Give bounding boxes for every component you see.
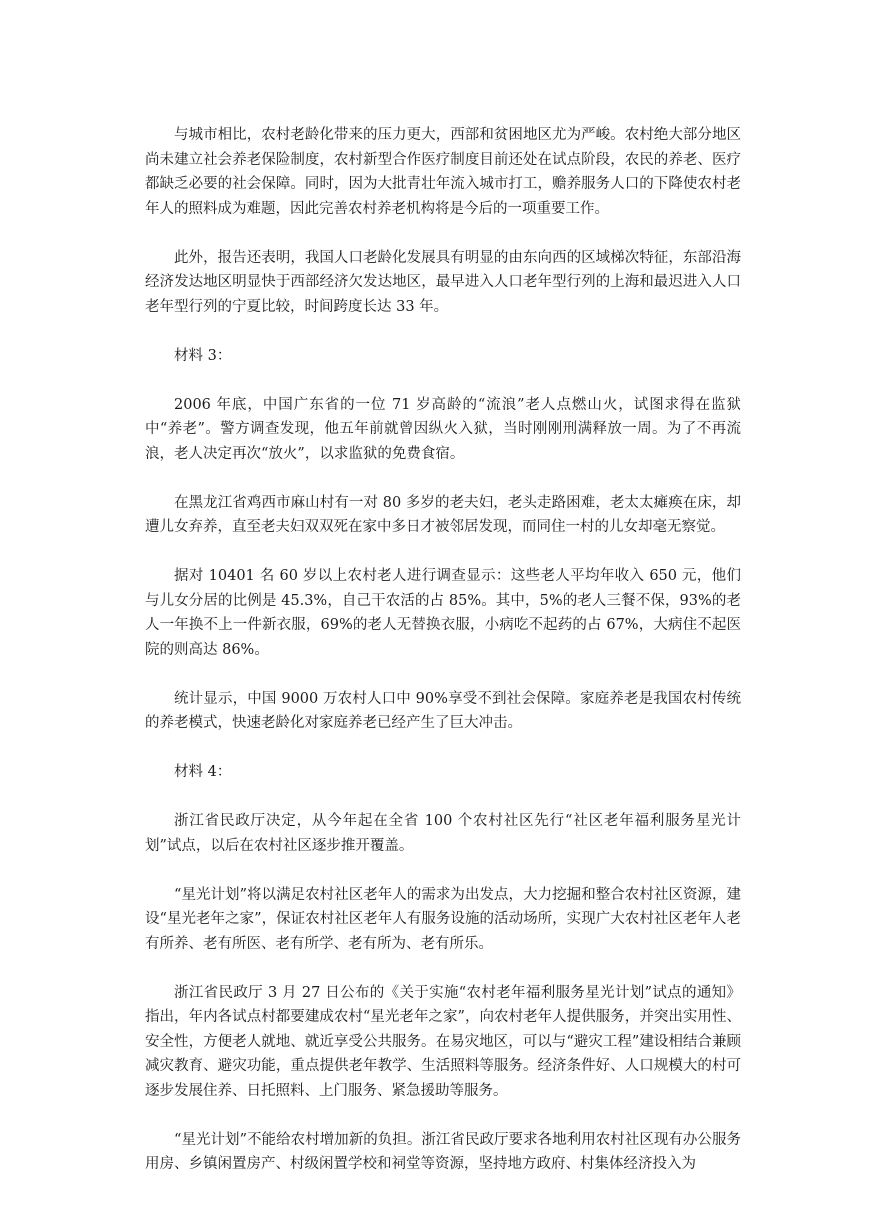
- paragraph-starlight-goal: “星光计划”将以满足农村社区老年人的需求为出发点，大力挖掘和整合农村社区资源，建设“星光老年之家”，保证农村社区老年人有服务设施的活动场所，实现广大农村社区老年人老有所养、老有所医、老有所学、老有所为、老有所乐。: [145, 886, 741, 952]
- paragraph-regional-gradient: 此外，报告还表明，我国人口老龄化发展具有明显的由东向西的区域梯次特征，东部沿海经济发达地区明显快于西部经济欠发达地区，最早进入人口老年型行列的上海和最迟进入人口老年型行列的宁夏比较，时间跨度长达 33 年。: [145, 249, 741, 315]
- paragraph-starlight-burden: “星光计划”不能给农村增加新的负担。浙江省民政厅要求各地利用农村社区现有办公服务用房、乡镇闲置房产、村级闲置学校和祠堂等资源，坚持地方政府、村集体经济投入为: [145, 1131, 741, 1172]
- paragraph-social-security: 统计显示，中国 9000 万农村人口中 90%享受不到社会保障。家庭养老是我国农村传统的养老模式，快速老龄化对家庭养老已经产生了巨大冲击。: [145, 690, 741, 731]
- material-4-heading: 材料 4：: [174, 764, 232, 780]
- paragraph-survey-statistics: 据对 10401 名 60 岁以上农村老人进行调查显示：这些老人平均年收入 650 元，他们与儿女分居的比例是 45.3%，自己干农活的占 85%。其中，5%的老人三餐不保，93%的老人一年换不上一件新衣服，69%的老人无替换衣服，小病吃不起药的占 67%，大病住不起医院的则高达 86%。: [145, 568, 741, 658]
- paragraph-starlight-notice: 浙江省民政厅 3 月 27 日公布的《关于实施“农村老年福利服务星光计划”试点的通知》指出，年内各试点村都要建成农村“星光老年之家”，向农村老年人提供服务，并突出实用性、安全性，方便老人就地、就近享受公共服务。在易灾地区，可以与“避灾工程”建设相结合兼顾减灾教育、避灾功能，重点提供老年教学、生活照料等服务。经济条件好、人口规模大的村可逐步发展住养、日托照料、上门服务、紧急援助等服务。: [145, 984, 741, 1099]
- paragraph-heilongjiang-couple: 在黑龙江省鸡西市麻山村有一对 80 多岁的老夫妇，老头走路困难，老太太瘫痪在床，却遭儿女弃养，直至老夫妇双双死在家中多日才被邻居发现，而同住一村的儿女却毫无察觉。: [145, 494, 741, 535]
- paragraph-zhejiang-decision: 浙江省民政厅决定，从今年起在全省 100 个农村社区先行“社区老年福利服务星光计划”试点，以后在农村社区逐步推开覆盖。: [145, 813, 741, 854]
- paragraph-rural-pressure: 与城市相比，农村老龄化带来的压力更大，西部和贫困地区尤为严峻。农村绝大部分地区尚未建立社会养老保险制度，农村新型合作医疗制度目前还处在试点阶段，农民的养老、医疗都缺乏必要的社会保障。同时，因为大批青壮年流入城市打工，赡养服务人口的下降使农村老年人的照料成为难题，因此完善农村养老机构将是今后的一项重要工作。: [145, 127, 741, 217]
- document-body: [145, 123, 741, 1201]
- material-3-heading: 材料 3：: [174, 347, 232, 364]
- paragraph-guangdong-arson: 2006 年底，中国广东省的一位 71 岁高龄的“流浪”老人点燃山火，试图求得在监狱中“养老”。警方调查发现，他五年前就曾因纵火入狱，当时刚刚刑满释放一周。为了不再流浪，老人决定再次“放火”，以求监狱的免费食宿。: [145, 396, 741, 462]
